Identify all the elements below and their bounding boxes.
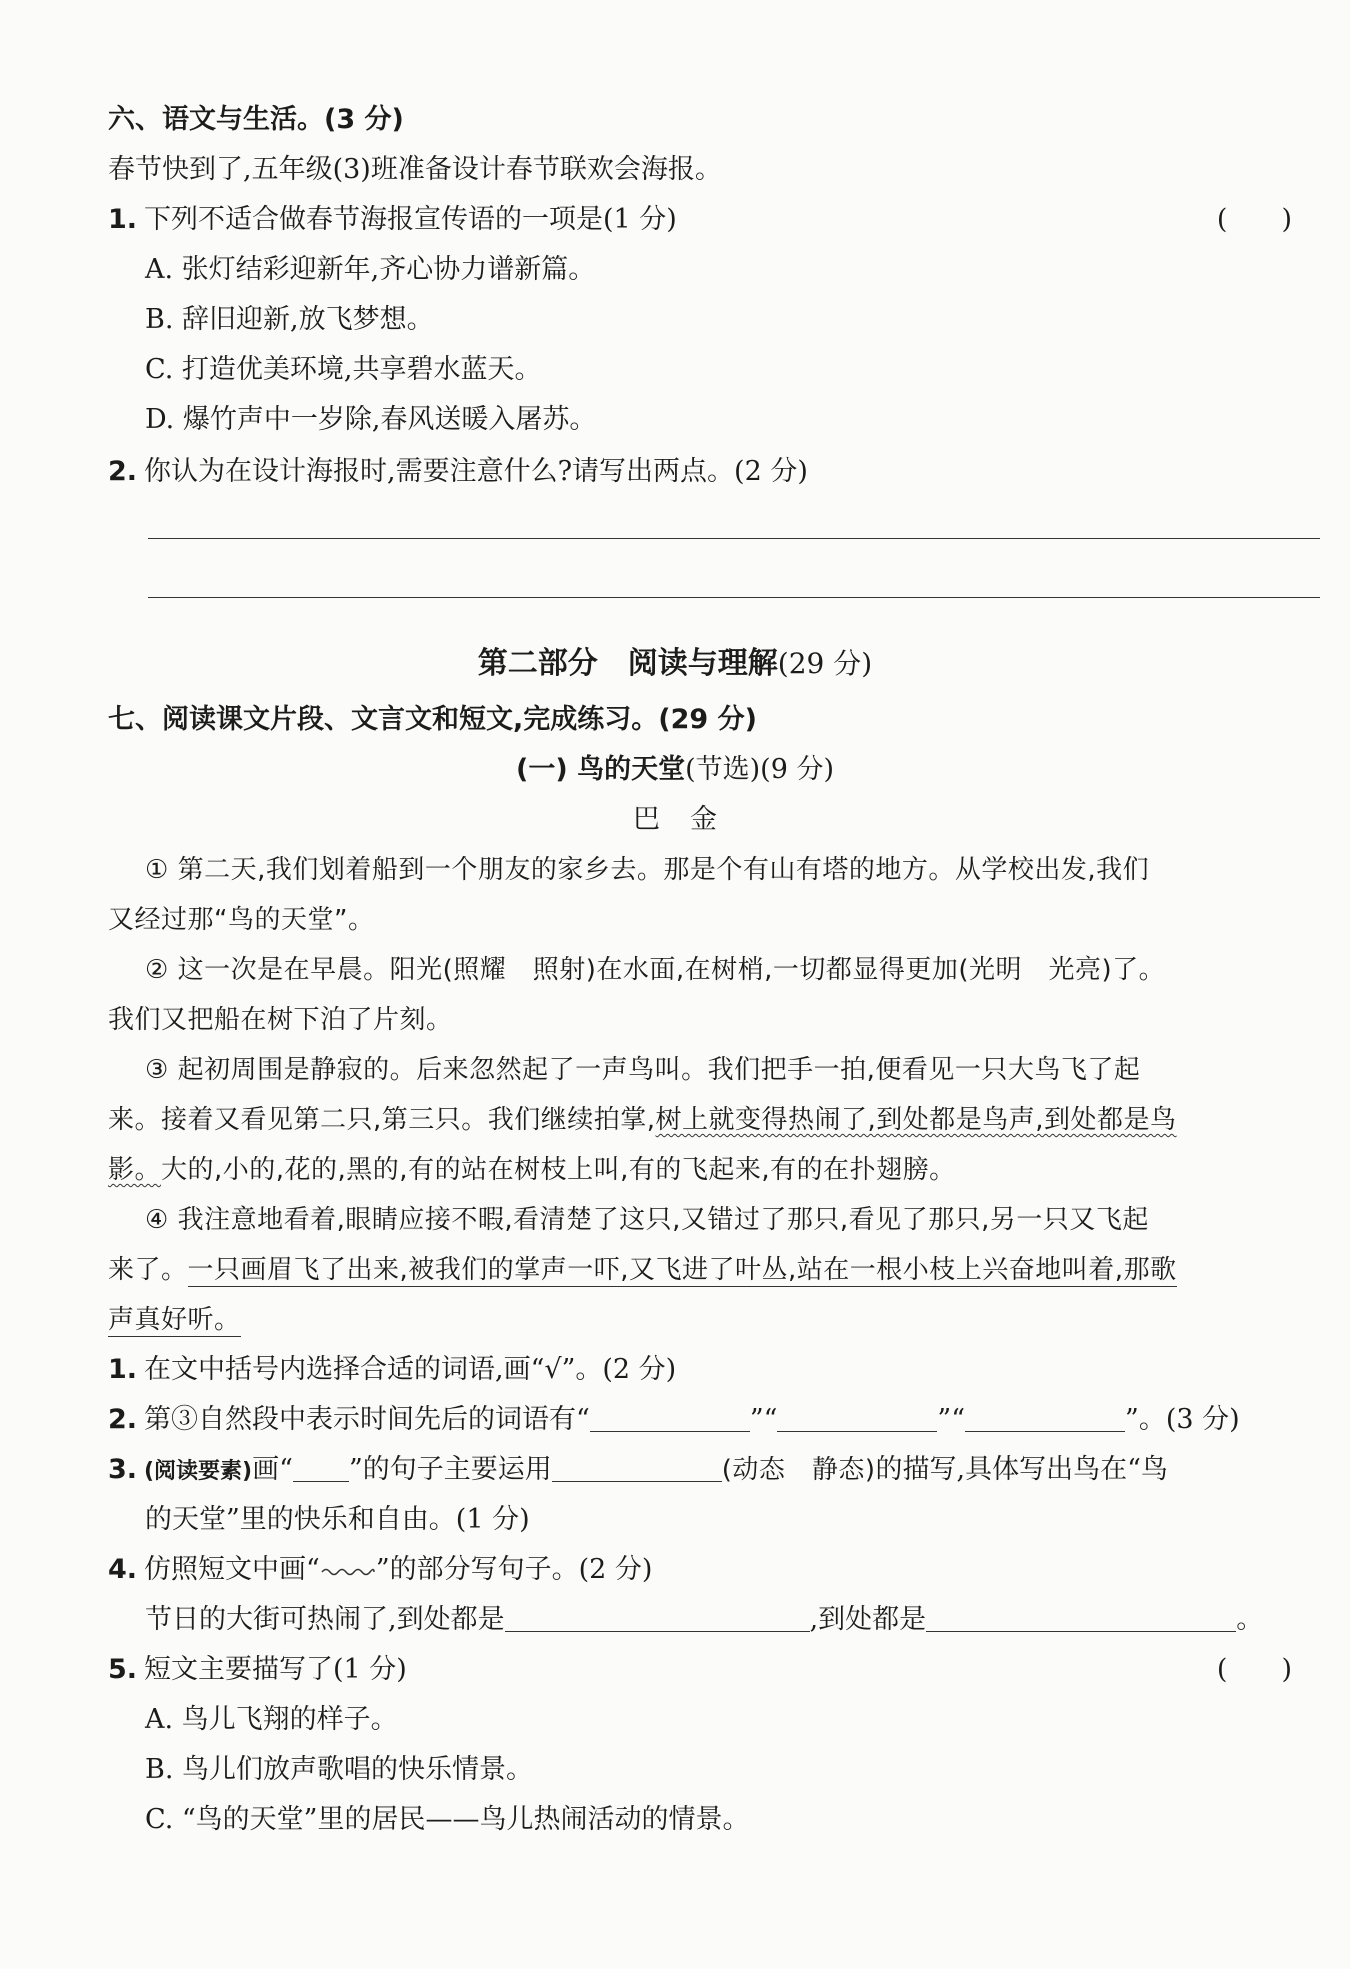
answer-blank-1[interactable] bbox=[505, 1605, 810, 1632]
answer-blank-2[interactable] bbox=[777, 1405, 937, 1432]
question-text: ”的部分写句子。(2 分) bbox=[375, 1554, 653, 1585]
question-text: 在文中括号内选择合适的词语,画“√”。(2 分) bbox=[144, 1354, 677, 1385]
question-text: 你认为在设计海报时,需要注意什么?请写出两点。(2 分) bbox=[144, 456, 808, 487]
question-text: 短文主要描写了(1 分) bbox=[144, 1654, 407, 1685]
underlined-text: 声真好听。 bbox=[108, 1305, 241, 1335]
answer-blank[interactable] bbox=[552, 1455, 722, 1482]
question-text: 画“ bbox=[252, 1454, 293, 1485]
wavy-underline-sample bbox=[320, 1552, 376, 1570]
option-b: B. 辞旧迎新,放飞梦想。 bbox=[145, 304, 434, 335]
question-6-2 bbox=[108, 452, 1322, 492]
wavy-underlined-text: 影。 bbox=[108, 1155, 162, 1185]
reading-question-2 bbox=[108, 1400, 1322, 1440]
plain-text: 来。接着又看见第二只,第三只。我们继续拍掌, bbox=[108, 1105, 656, 1135]
option-c: C. “鸟的天堂”里的居民——鸟儿热闹活动的情景。 bbox=[145, 1804, 750, 1835]
reading-question-3-continued: 的天堂”里的快乐和自由。(1 分) bbox=[145, 1504, 530, 1535]
section-6-heading: 六、语文与生活。(3 分) bbox=[108, 104, 404, 135]
answer-paren: ( ) bbox=[1216, 1654, 1292, 1685]
passage-title-main: (一) 鸟的天堂 bbox=[516, 754, 686, 785]
paragraph-4-line-3 bbox=[108, 1300, 1322, 1340]
option-d: D. 爆竹声中一岁除,春风送暖入屠苏。 bbox=[145, 404, 597, 435]
paragraph-3-line-3 bbox=[108, 1150, 1322, 1190]
reading-question-5 bbox=[108, 1650, 1322, 1690]
quote-mark: ”“ bbox=[749, 1404, 778, 1435]
plain-text: 大的,小的,花的,黑的,有的站在树枝上叫,有的飞起来,有的在扑翅膀。 bbox=[161, 1155, 956, 1185]
question-number: 4. bbox=[108, 1554, 138, 1585]
paragraph-1-line-1: ① 第二天,我们划着船到一个朋友的家乡去。那是个有山有塔的地方。从学校出发,我们 bbox=[145, 855, 1150, 885]
question-number: 2. bbox=[108, 456, 138, 487]
question-text: ”的句子主要运用 bbox=[348, 1454, 552, 1485]
reading-element-tag: (阅读要素) bbox=[144, 1459, 253, 1484]
part-2-title: 第二部分 阅读与理解 bbox=[477, 646, 778, 681]
option-c: C. 打造优美环境,共享碧水蓝天。 bbox=[145, 354, 542, 385]
choice-text: (动态 静态) bbox=[721, 1455, 876, 1485]
paragraph-4-line-2 bbox=[108, 1250, 1322, 1290]
question-text: 下列不适合做春节海报宣传语的一项是(1 分) bbox=[144, 204, 677, 235]
prompt-text: 。 bbox=[1236, 1604, 1264, 1635]
question-text: 第③自然段中表示时间先后的词语有“ bbox=[144, 1404, 590, 1435]
quote-mark: ”“ bbox=[937, 1404, 966, 1435]
question-6-1 bbox=[108, 200, 1322, 240]
paragraph-4-line-1: ④ 我注意地看着,眼睛应接不暇,看清楚了这只,又错过了那只,看见了那只,另一只又飞起 bbox=[145, 1205, 1149, 1235]
reading-question-4 bbox=[108, 1550, 1322, 1590]
question-number: 5. bbox=[108, 1654, 138, 1685]
prompt-text: ,到处都是 bbox=[809, 1604, 927, 1635]
question-text: 仿照短文中画“ bbox=[144, 1554, 320, 1585]
question-number: 2. bbox=[108, 1404, 138, 1435]
option-a: A. 张灯结彩迎新年,齐心协力谱新篇。 bbox=[145, 254, 596, 285]
answer-line-1[interactable] bbox=[148, 538, 1320, 539]
paragraph-1-line-2: 又经过那“鸟的天堂”。 bbox=[108, 905, 375, 935]
reading-question-4-line bbox=[145, 1600, 1322, 1640]
question-number: 3. bbox=[108, 1454, 138, 1485]
paragraph-3-line-2 bbox=[108, 1100, 1322, 1140]
option-a: A. 鸟儿飞翔的样子。 bbox=[145, 1704, 398, 1735]
paragraph-2-line-2: 我们又把船在树下泊了片刻。 bbox=[108, 1005, 453, 1035]
answer-blank-1[interactable] bbox=[590, 1405, 750, 1432]
plain-text: 来了。 bbox=[108, 1255, 188, 1285]
wavy-underlined-text: 树上就变得热闹了,到处都是鸟声,到处都是鸟 bbox=[655, 1105, 1177, 1135]
straight-underline-sample bbox=[293, 1461, 349, 1482]
prompt-text: 节日的大街可热闹了,到处都是 bbox=[145, 1604, 505, 1635]
part-2-score: (29 分) bbox=[777, 647, 873, 680]
section-7-heading: 七、阅读课文片段、文言文和短文,完成练习。(29 分) bbox=[108, 704, 757, 735]
answer-blank-2[interactable] bbox=[926, 1605, 1236, 1632]
reading-question-1 bbox=[108, 1350, 1322, 1390]
answer-paren: ( ) bbox=[1216, 204, 1292, 235]
passage-author: 巴金 bbox=[633, 804, 747, 835]
passage-title bbox=[0, 750, 1350, 790]
answer-line-2[interactable] bbox=[148, 597, 1320, 598]
reading-question-3 bbox=[108, 1450, 1322, 1492]
question-number: 1. bbox=[108, 204, 138, 235]
passage-title-note: (节选)(9 分) bbox=[685, 754, 834, 785]
question-text: ”。(3 分) bbox=[1125, 1404, 1240, 1435]
underlined-text: 一只画眉飞了出来,被我们的掌声一吓,又飞进了叶丛,站在一根小枝上兴奋地叫着,那歌 bbox=[187, 1255, 1177, 1285]
paragraph-2-line-1: ② 这一次是在早晨。阳光(照耀 照射)在水面,在树梢,一切都显得更加(光明 光亮)了。 bbox=[145, 955, 1166, 985]
section-6-intro: 春节快到了,五年级(3)班准备设计春节联欢会海报。 bbox=[108, 154, 722, 185]
part-2-heading bbox=[0, 642, 1350, 687]
paragraph-3-line-1: ③ 起初周围是静寂的。后来忽然起了一声鸟叫。我们把手一拍,便看见一只大鸟飞了起 bbox=[145, 1055, 1141, 1085]
option-b: B. 鸟儿们放声歌唱的快乐情景。 bbox=[145, 1754, 534, 1785]
question-number: 1. bbox=[108, 1354, 138, 1385]
answer-blank-3[interactable] bbox=[965, 1405, 1125, 1432]
question-text: 的描写,具体写出鸟在“鸟 bbox=[875, 1454, 1168, 1485]
